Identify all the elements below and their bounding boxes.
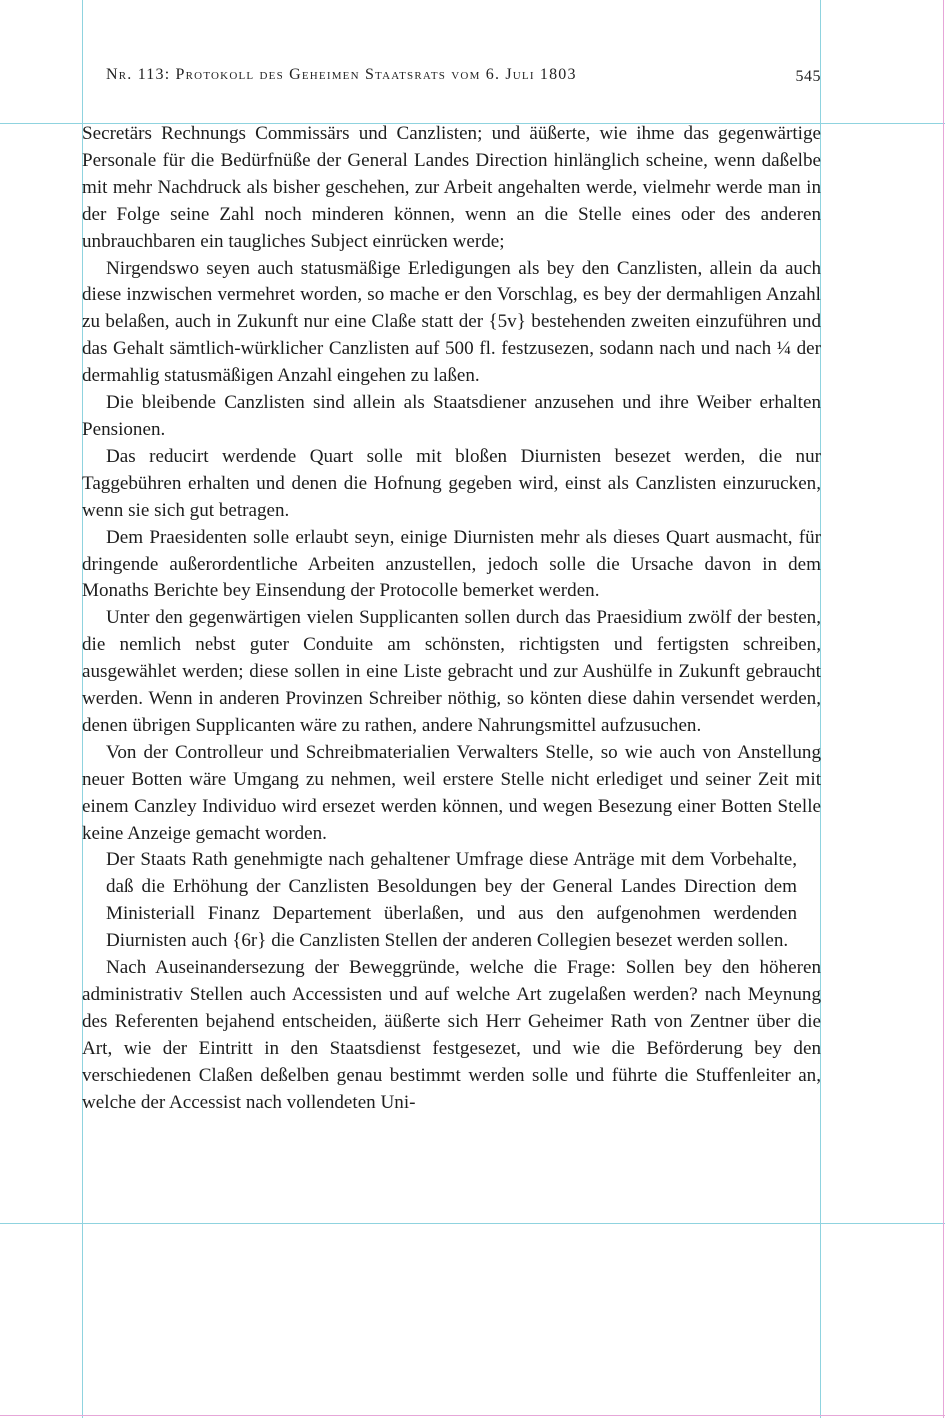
paragraph: Die bleibende Canzlisten sind allein als Staatsdiener anzusehen und ihre Weiber erhalten Pensionen.	[82, 392, 821, 440]
paragraph: Unter den gegenwärtigen vielen Supplicanten sollen durch das Praesidium zwölf der besten, die nemlich nebst guter Conduite am schönsten, richtigsten und fertigsten schreiben, ausgewählet werden; diese sollen in eine Liste gebracht und zur Aushülfe in Zukunft gebraucht werden. Wenn in anderen Provinzen Schreiber nöthig, so könten diese dahin versendet werden, denen übrigen Supplicanten wäre zu rathen, andere Nahrungsmittel aufzusuchen.	[82, 607, 821, 736]
paragraph: Nach Auseinandersezung der Beweggründe, welche die Frage: Sollen bey den höheren administrativ Stellen auch Accessisten und auf welche Art zugelaßen werden? nach Meynung des Referenten bejahend entscheiden, äüßerte sich Herr Geheimer Rath von Zentner über die Art, wie der Eintritt in den Staatsdienst festgesezet, und wie die Beförderung bey den verschiedenen Claßen deßelben genau bestimmt werden solle und führte die Stuffenleiter an, welche der Accessist nach vollendeten Uni-	[82, 957, 821, 1113]
paragraph: Nirgendswo seyen auch statusmäßige Erledigungen als bey den Canzlisten, allein da auch diese inzwischen vermehret worden, so mache er den Vorschlag, es bey der dermahligen Anzahl zu belaßen, auch in Zukunft nur eine Claße statt der {5v} bestehenden zweiten einzuführen und das Gehalt sämtlich-würklicher Canzlisten auf 500 fl. festzusezen, sodann nach und nach ¼ der dermahlig statusmäßigen Anzahl eingehen zu laßen.	[82, 257, 821, 387]
resolution-paragraph: Der Staats Rath genehmigte nach gehaltener Umfrage diese Anträge mit dem Vorbehalte, daß die Erhöhung der Canzlisten Besoldungen bey der General Landes Direction dem Ministeriall Finanz Departement überlaßen, und aus den aufgenohmen werdenden Diurnisten auch {6r} die Canzlisten Stellen der anderen Collegien besezet werden sollen.	[106, 849, 797, 952]
trim-bottom-line	[0, 1415, 945, 1416]
page-number: 545	[795, 68, 821, 85]
trim-right-line	[943, 0, 944, 1418]
bottom-margin-guide	[0, 1223, 945, 1224]
paragraph: Das reducirt werdende Quart solle mit bloßen Diurnisten besezet werden, die nur Taggebühren erhalten und denen die Hofnung gegeben wird, einst als Canzlisten einzurucken, wenn sie sich gut betragen.	[82, 445, 821, 521]
running-head	[106, 64, 821, 94]
paragraph: Dem Praesidenten solle erlaubt seyn, einige Diurnisten mehr als dieses Quart ausmacht, für dringende außerordentliche Arbeiten anzustellen, jedoch solle die Ursache davon in dem Monaths Berichte bey Einsendung der Protocolle bemerket werden.	[82, 526, 821, 602]
paragraph: Secretärs Rechnungs Commissärs und Canzlisten; und äüßerte, wie ihme das gegenwärtige Personale für die Bedürfnüße der General Landes Direction hinlänglich scheine, wenn daßelbe mit mehr Nachdruck als bisher geschehen, zur Arbeit angehalten werde, vielmehr werde man in der Folge seine Zahl noch minderen können, wenn an die Stelle eines oder des anderen unbrauchbaren ein taugliches Subject einrücken werde;	[82, 123, 821, 252]
running-head-title: Nr. 113: Protokoll des Geheimen Staatsrats vom 6. Juli 1803	[106, 66, 577, 83]
paragraph: Von der Controlleur und Schreibmaterialien Verwalters Stelle, so wie auch von Anstellung neuer Botten wäre Umgang zu nehmen, weil erstere Stelle nicht erlediget und seiner Zeit mit einem Canzley Individuo wird ersezet werden können, und wegen Besezung einer Botten Stelle keine Anzeige gemacht worden.	[82, 741, 821, 844]
body-text	[82, 121, 821, 1117]
